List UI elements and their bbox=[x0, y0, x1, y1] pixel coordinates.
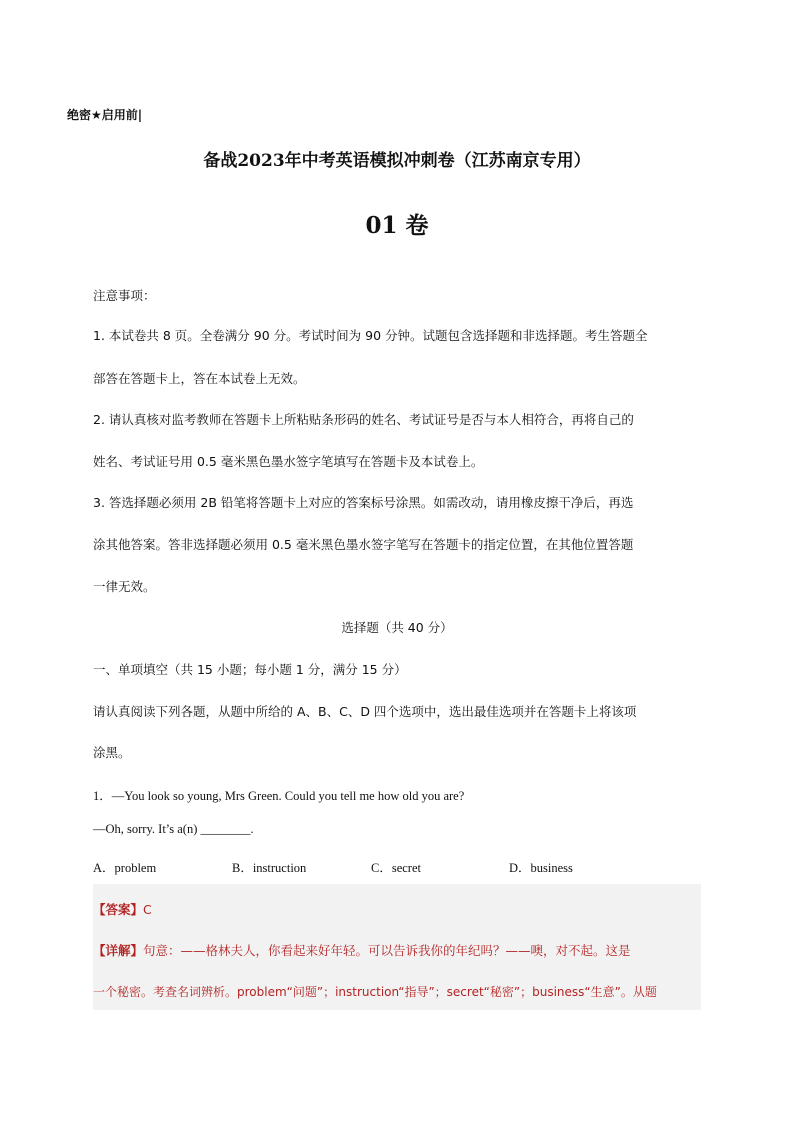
detail-line-1 bbox=[93, 941, 631, 959]
notice-line-4: 姓名、考试证号用 0.5 毫米黑色墨水签字笔填写在答题卡及本试卷上。 bbox=[93, 454, 484, 469]
question-1-line-1: 1．—You look so young, Mrs Green. Could you tell me how old you are? bbox=[93, 789, 465, 803]
exam-subtitle: 01 卷 bbox=[365, 212, 429, 239]
instruction-line-2: 涂黑。 bbox=[93, 745, 131, 760]
confidential-mark: 绝密★启用前| bbox=[67, 108, 143, 122]
instruction-line-1: 请认真阅读下列各题，从题中所给的 A、B、C、D 四个选项中，选出最佳选项并在答题卡上将该项 bbox=[93, 704, 637, 719]
question-1-line-2: —Oh, sorry. It’s a(n) ________. bbox=[93, 822, 254, 836]
section-heading: 选择题（共 40 分） bbox=[341, 620, 453, 635]
exam-title: 备战2023年中考英语模拟冲刺卷（江苏南京专用） bbox=[203, 151, 591, 171]
answer-line bbox=[93, 900, 152, 918]
option-d: D．business bbox=[509, 861, 573, 875]
option-a: A．problem bbox=[93, 861, 157, 875]
notice-line-2: 部答在答题卡上，答在本试卷上无效。 bbox=[93, 371, 306, 386]
notice-line-5: 3. 答选择题必须用 2B 铅笔将答题卡上对应的答案标号涂黑。如需改动，请用橡皮擦干净后，再选 bbox=[93, 495, 634, 510]
part-title: 一、单项填空（共 15 小题；每小题 1 分，满分 15 分） bbox=[93, 662, 407, 677]
answer-label: 【答案】 bbox=[93, 902, 144, 917]
notice-line-7: 一律无效。 bbox=[93, 579, 156, 594]
detail-text-1: 句意：——格林夫人，你看起来好年轻。可以告诉我你的年纪吗？——噢，对不起。这是 bbox=[143, 943, 631, 958]
answer-value: C bbox=[143, 902, 152, 917]
option-b: B．instruction bbox=[232, 861, 307, 875]
notice-heading: 注意事项： bbox=[93, 288, 156, 303]
notice-line-6: 涂其他答案。答非选择题必须用 0.5 毫米黑色墨水签字笔写在答题卡的指定位置，在其他位置答题 bbox=[93, 537, 634, 552]
notice-line-3: 2. 请认真核对监考教师在答题卡上所粘贴条形码的姓名、考试证号是否与本人相符合，再将自己的 bbox=[93, 412, 634, 427]
option-c: C．secret bbox=[371, 861, 421, 875]
notice-line-1: 1. 本试卷共 8 页。全卷满分 90 分。考试时间为 90 分钟。试题包含选择题和非选择题。考生答题全 bbox=[93, 328, 648, 343]
detail-label: 【详解】 bbox=[93, 943, 144, 958]
detail-line-2: 一个秘密。考查名词辨析。problem“问题”；instruction“指导”；secret“秘密”；business“生意”。从题 bbox=[93, 985, 657, 999]
